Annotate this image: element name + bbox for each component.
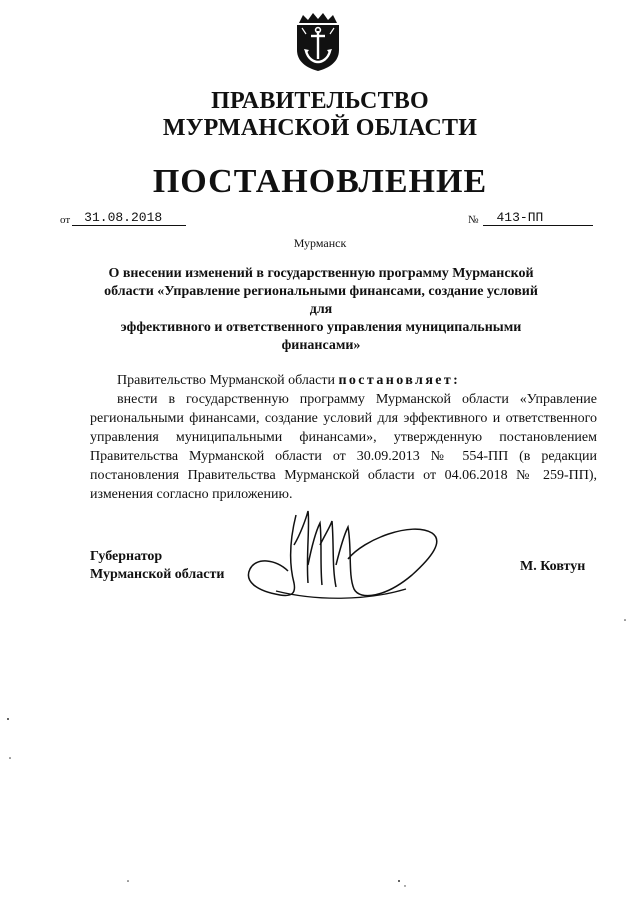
signer-name: М. Ковтун bbox=[520, 559, 586, 574]
body-intro-emphasis: постановляет: bbox=[338, 373, 461, 388]
document-type: ПОСТАНОВЛЕНИЕ bbox=[152, 163, 488, 200]
subject-line2: области «Управление региональными финансами, создание условий для bbox=[104, 284, 538, 317]
body-intro-text: Правительство Мурманской области bbox=[117, 373, 339, 388]
document-body bbox=[90, 371, 597, 504]
signer-title bbox=[90, 548, 224, 584]
government-title bbox=[0, 88, 640, 142]
government-title-line1: ПРАВИТЕЛЬСТВО bbox=[211, 88, 429, 114]
document-number bbox=[468, 211, 593, 226]
date-value: 31.08.2018 bbox=[72, 211, 186, 226]
government-title-line2: МУРМАНСКОЙ ОБЛАСТИ bbox=[162, 115, 478, 141]
signer-title-line1: Губернатор bbox=[90, 549, 163, 564]
document-subject bbox=[96, 265, 546, 355]
signer-title-line2: Мурманской области bbox=[90, 567, 225, 582]
subject-line1: О внесении изменений в государственную программу Мурманской bbox=[108, 266, 534, 281]
handwritten-signature bbox=[236, 505, 451, 605]
date-prefix: от bbox=[60, 214, 71, 226]
number-value: 413-ПП bbox=[483, 211, 593, 226]
document-date bbox=[60, 211, 186, 226]
coat-of-arms-icon bbox=[293, 12, 343, 72]
body-paragraph: внести в государственную программу Мурманской области «Управление региональными финансами, создание условий для эффективного и ответственного управления муниципальными финансами», утвержденную постановлением Правительства Мурманской области от 30.09.2013 № 554-ПП (в редакции постановления Правительства Мурманской области от 04.06.2018 № 259-ПП), изменения согласно приложению. bbox=[90, 392, 597, 502]
body-intro bbox=[90, 371, 597, 390]
subject-line3: эффективного и ответственного управления муниципальными bbox=[120, 320, 522, 335]
subject-line4: финансами» bbox=[281, 338, 361, 353]
number-prefix: № bbox=[468, 214, 479, 226]
city-name: Мурманск bbox=[293, 236, 347, 250]
